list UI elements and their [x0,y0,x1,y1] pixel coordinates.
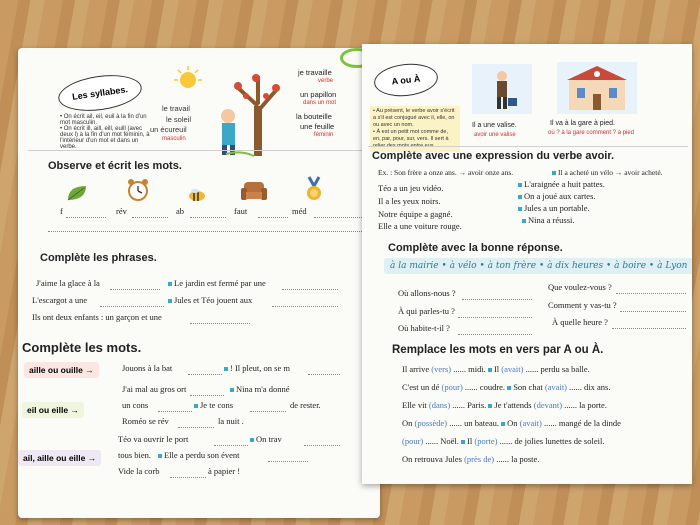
answer-line[interactable] [66,216,106,218]
answer-line[interactable] [170,476,206,478]
illus-right-1: je travaille [298,68,332,77]
answer-line[interactable] [190,216,226,218]
ex3-line-13: Elle a perdu son évent [158,450,240,460]
illus-left-3: un écureuil [150,125,187,134]
answer-line[interactable] [462,298,532,300]
ex3-line-6: Je te cons [194,400,233,410]
ex3-line-3: J'ai mal au gros ort [122,384,187,394]
ex2-line-1: Où allons-nous ? [398,288,456,298]
answer-line[interactable] [214,444,248,446]
answer-line[interactable] [190,322,250,324]
ex3-line-14: Vide la corb [118,466,160,476]
right-title-bubble: A ou À [373,61,440,100]
answer-line[interactable] [272,305,338,307]
ex2-line-5: Où habite-t-il ? [398,323,450,333]
illus-right-7: féminin [314,132,334,138]
ex3-line-15: à papier ! [208,466,241,476]
illus-left-2: le soleil [166,115,192,124]
ex2-title: Complète avec la bonne réponse. [388,242,563,254]
right-worksheet [362,44,692,484]
left-title-bubble: Les syllabes. [56,70,144,115]
ex1-line-4: On a joué aux cartes. [518,191,596,201]
answer-line[interactable] [188,373,222,375]
man-with-suitcase-illustration [472,64,532,118]
answer-line[interactable] [190,394,224,396]
illus-left-1: le travail [162,104,190,113]
caption-1: Il a une valise. [472,122,517,129]
ex3-line-7: de rester. [290,400,321,410]
bee-icon [186,188,208,202]
ex1-line-6: Jules a un portable. [518,203,590,213]
ex2-line-1: J'aime la glace à la [36,278,100,288]
armchair-icon [240,180,268,202]
answer-line[interactable] [314,216,364,218]
ex1-line-1: Téo a un jeu vidéo. [378,183,444,193]
answer-choices-band: à la mairie • à vélo • à ton frère • à dix heures • à boire • à Lyon [384,258,692,274]
ex3-title: Remplace les mots en vers par A ou À. [392,344,604,356]
ex2-line-3: À qui parles-tu ? [398,306,455,316]
illus-right-4: dans un mot [303,100,337,106]
answer-line[interactable] [158,410,192,412]
caption-1-sub: avoir une valise [474,132,516,138]
answer-line[interactable] [612,327,686,329]
answer-line[interactable] [282,288,338,290]
illus-left-4: masculin [162,136,186,142]
answer-line[interactable] [250,410,286,412]
ex3-line-12: tous bien. [118,450,152,460]
ex3-line-10: Téo va ouvrir le port [118,434,189,444]
answer-line[interactable] [258,216,288,218]
ex3-title: Complète les mots. [22,340,142,355]
ex3-line-1: Jouons à la bat [122,363,173,373]
divider [28,150,368,151]
ex2-line-3: L'escargot a une [32,295,88,305]
answer-line[interactable] [620,310,686,312]
illus-right-5: la bouteille [296,112,332,121]
divider [368,146,688,147]
ex3-row-3: Elle vit (dans) ...... Paris. Je t'attends (devant) ...... la porte. [402,400,607,410]
ex2-line-6: À quelle heure ? [552,317,608,327]
ex1-line-3: Il a les yeux noirs. [378,196,441,206]
ex3-row-6: On retrouva Jules (près de) ...... la poste. [402,454,540,464]
ex3-row-1: Il arrive (vers) ...... midi. Il (avait) ...... perdu sa balle. [402,364,590,374]
ex3-row-4: On (possède) ...... un bateau. On (avait) ...... mangé de la dinde [402,418,621,428]
ex3-row-2: C'est un dé (pour) ...... coudre. Son chat (avait) ...... dix ans. [402,382,611,392]
ex2-line-4: Comment y vas-tu ? [548,300,617,310]
ex1-word-5: méd [292,206,307,216]
caption-2: Il va à la gare à pied. [550,120,615,127]
illus-right-2: verbe [318,78,334,84]
answer-line[interactable] [308,373,340,375]
illus-right-3: un papillon [300,90,337,99]
ex3-line-11: On trav [250,434,282,444]
answer-line[interactable] [268,460,308,462]
ex3-line-9: la nuit . [218,416,244,426]
answer-line[interactable] [458,316,532,318]
left-worksheet [18,48,380,518]
illus-right-6: une feuille [300,122,335,131]
ex1-word-4: faut [234,206,248,216]
ex3-line-4: Nina m'a donné [230,384,289,394]
ex1-line-5: Notre équipe a gagné. [378,209,453,219]
rule-1: • On écrit ail, eil, euil à la fin d'un mot masculin. [60,114,147,126]
answer-line[interactable] [110,288,160,290]
ex1-example-1: Ex. : Son frère a onze ans. → avoir onze ans. [378,168,514,177]
ex3-row-5: (pour) ...... Noël. Il (porte) ...... de jolies lunettes de soleil. [402,436,605,446]
answer-line[interactable] [178,426,214,428]
ex1-word-3: ab [176,206,185,216]
ex1-line-7: Elle a une voiture rouge. [378,221,462,231]
ex1-word-1: f [60,206,63,216]
answer-line[interactable] [304,444,340,446]
ex3-box-3: ail, aille ou eille → [18,450,101,466]
ex1-title: Observe et écrit les mots. [48,160,182,172]
ex1-word-2: rév [116,206,127,216]
ex2-line-2: Que voulez-vous ? [548,282,612,292]
alarm-clock-icon [126,178,150,202]
answer-line[interactable] [48,230,364,232]
rule-2: • On écrit ill, aill, eill, euill (avec deux l) à la fin d'un mot féminin, à l'intérieur d'un mot et dans un verbe. [60,126,150,150]
ex3-line-2: ! Il pleut, on se m [224,363,290,373]
answer-line[interactable] [616,292,686,294]
ex1-example-2: Il a acheté un vélo → avoir acheté. [552,168,663,177]
answer-line[interactable] [100,305,164,307]
ex2-title: Complète les phrases. [40,252,157,264]
caption-2-sub: où ? à la gare comment ? à pied [548,130,635,136]
ex1-title: Complète avec une expression du verbe avoir. [372,150,615,162]
rule-1: • Au présent, le verbe avoir s'écrit a s'il est conjugué avec il, elle, on ou avec un nom. [373,108,455,128]
rule-2: • À est un petit mot comme de, en, par, pour, sur, vers. Il sert à [373,129,449,142]
medal-icon [304,176,324,202]
ex3-box-1: aille ou ouille → [24,362,99,378]
ex2-line-5: Ils ont deux enfants : un garçon et une [32,312,162,322]
ex1-line-2: L'araignée a huit pattes. [518,179,605,189]
ex3-line-8: Roméo se rév [122,416,169,426]
answer-line[interactable] [458,333,532,335]
leaf-icon [66,184,88,202]
ex2-line-2: Le jardin est fermé par une [168,278,266,288]
ex3-box-2: eil ou eille → [22,402,84,418]
answer-line[interactable] [132,216,168,218]
ex1-line-8: Nina a réussi. [522,215,575,225]
ex3-line-5: un cons [122,400,149,410]
ex2-line-4: Jules et Téo jouent aux [168,295,252,305]
town-hall-illustration [557,62,637,118]
